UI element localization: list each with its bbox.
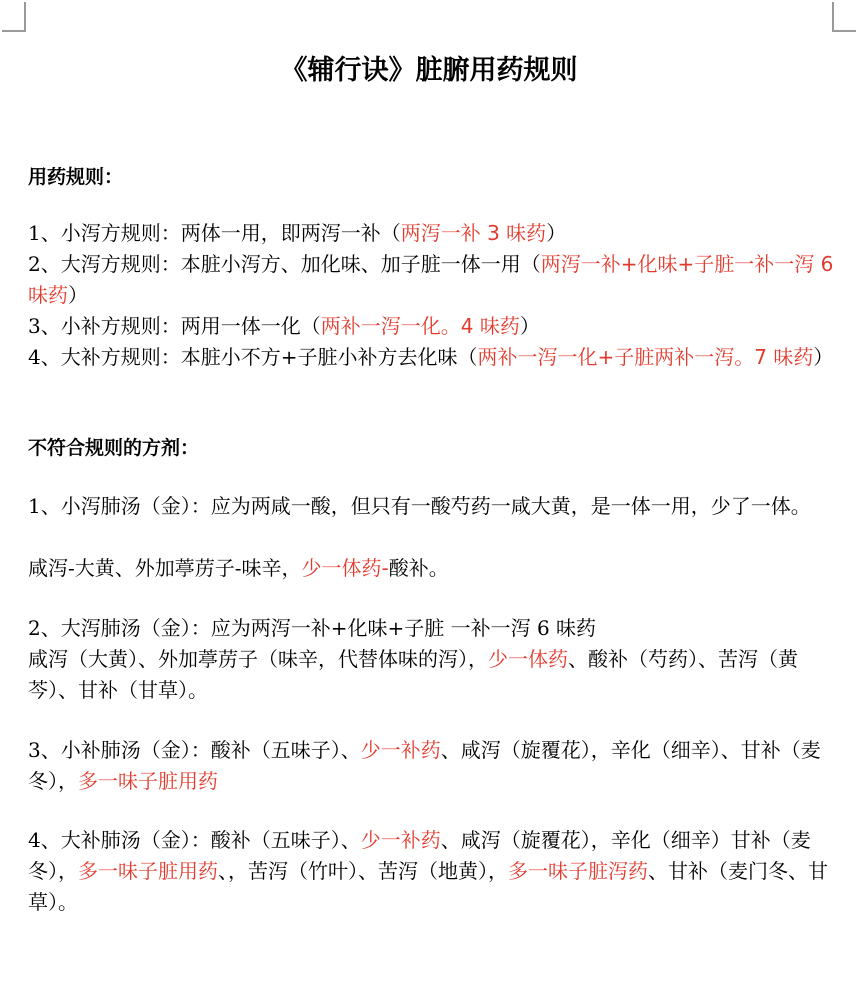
item-1-line-2 — [28, 553, 838, 584]
document-title: 《辅行诀》脏腑用药规则 — [280, 55, 578, 86]
item-3 — [28, 735, 838, 797]
text-run: 、甘补（麦门冬、甘草）。 — [28, 859, 828, 914]
highlight-text: 少一补药 — [360, 738, 441, 762]
text-run: 1、小泻肺汤（金）：应为两咸一酸，但只有一酸芍药一咸大黄，是一体一用，少了一体。 — [28, 494, 811, 518]
text-run: 、咸泻（旋覆花），辛化（细辛）、甘补（麦冬）， — [28, 738, 821, 793]
highlight-text: 多一味子脏泻药 — [508, 859, 648, 883]
text-run: 咸泻（大黄）、外加葶苈子（味辛，代替体味的泻）， — [28, 647, 488, 671]
highlight-text: 少一体药- — [301, 556, 389, 580]
text-run: 、咸泻（旋覆花），辛化（细辛）甘补（麦冬）， — [28, 828, 811, 883]
text-run: 、，苦泻（竹叶）、苦泻（地黄）， — [218, 859, 508, 883]
item-1-line-1 — [28, 491, 838, 522]
text-run: ） — [68, 283, 88, 307]
text-run: 1、小泻方规则：两体一用，即两泻一补（ — [28, 221, 401, 245]
text-run: ） — [546, 221, 567, 245]
highlight-text: 少一体药 — [488, 647, 568, 671]
item-2-line-1 — [28, 613, 838, 644]
rule-2 — [28, 249, 838, 311]
highlight-text: 两补一泻一化。4 味药 — [320, 314, 520, 338]
text-run: 3、小补方规则：两用一体一化（ — [28, 314, 321, 338]
text-run: 酸补。 — [388, 556, 449, 580]
highlight-text: 多一味子脏用药 — [78, 859, 218, 883]
text-run: 2、大泻肺汤（金）：应为两泻一补+化味+子脏 一补一泻 6 味药 — [28, 616, 597, 640]
item-4 — [28, 825, 838, 918]
crop-mark-top-right — [832, 2, 856, 32]
text-run: 、酸补（芍药）、苦泻（黄芩）、甘补（甘草）。 — [28, 647, 798, 702]
highlight-text: 多一味子脏用药 — [78, 769, 218, 793]
text-run: ） — [519, 314, 540, 338]
highlight-text: 两补一泻一化+子脏两补一泻。7 味药 — [477, 345, 814, 369]
highlight-text: 两泻一补 3 味药 — [400, 221, 547, 245]
text-run: 3、小补肺汤（金）：酸补（五味子）、 — [28, 738, 361, 762]
text-run: 4、大补方规则：本脏小不方+子脏小补方去化味（ — [28, 345, 478, 369]
highlight-text: 两泻一补+化味+子脏一补一泻 6 味药 — [28, 252, 834, 307]
text-run: 咸泻-大黄、外加葶苈子-味辛， — [28, 556, 302, 580]
rules-heading: 用药规则： — [28, 166, 124, 188]
rule-1 — [28, 218, 838, 249]
crop-mark-top-left — [2, 2, 26, 32]
rule-4 — [28, 342, 838, 373]
text-run: 4、大补肺汤（金）：酸补（五味子）、 — [28, 828, 361, 852]
item-2-line-2 — [28, 644, 838, 706]
nonconforming-heading: 不符合规则的方剂： — [28, 437, 200, 459]
rule-3 — [28, 311, 838, 342]
text-run: 2、大泻方规则：本脏小泻方、加化味、加子脏一体一用（ — [28, 252, 541, 276]
highlight-text: 少一补药 — [360, 828, 441, 852]
text-run: ） — [813, 345, 834, 369]
